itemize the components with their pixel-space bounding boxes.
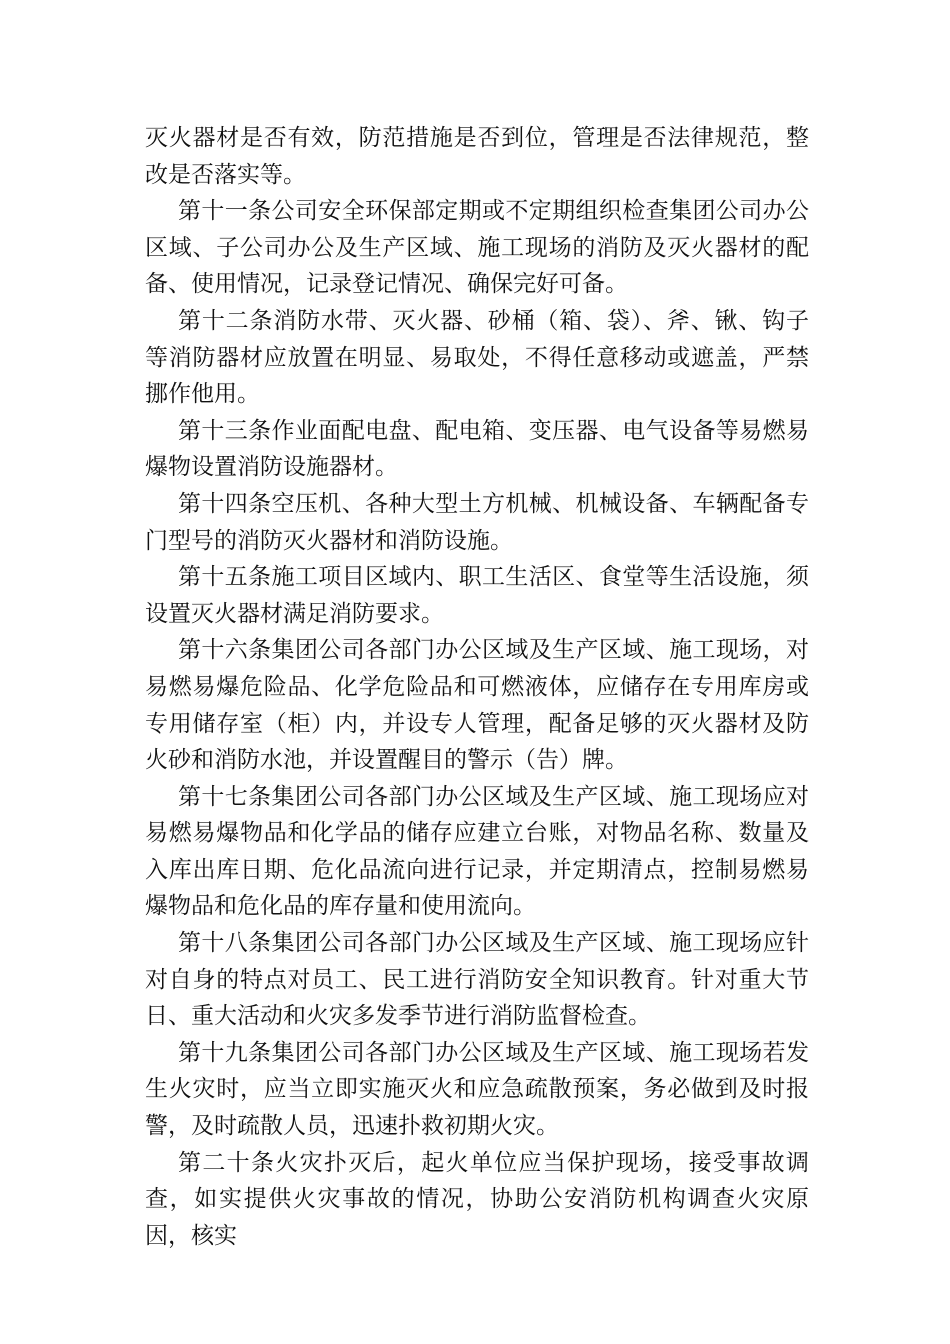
- paragraph-article-12: 第十二条消防水带、灭火器、砂桶（箱、袋）、斧、锹、钩子等消防器材应放置在明显、易取处，不得任意移动或遮盖，严禁挪作他用。: [145, 307, 809, 408]
- paragraph-article-18: 第十八条集团公司各部门办公区域及生产区域、施工现场应针对自身的特点对员工、民工进行消防安全知识教育。针对重大节日、重大活动和火灾多发季节进行消防监督检查。: [145, 930, 809, 1030]
- document-body: [145, 120, 809, 1254]
- paragraph-article-20: 第二十条火灾扑灭后，起火单位应当保护现场，接受事故调查，如实提供火灾事故的情况，协助公安消防机构调查火灾原因，核实: [145, 1149, 809, 1249]
- paragraph-continuation: 灭火器材是否有效，防范措施是否到位，管理是否法律规范，整改是否落实等。: [145, 125, 809, 188]
- paragraph-article-17: 第十七条集团公司各部门办公区域及生产区域、施工现场应对易燃易爆物品和化学品的储存应建立台账，对物品名称、数量及入库出库日期、危化品流向进行记录，并定期清点，控制易燃易爆物品和危化品的库存量和使用流向。: [145, 783, 809, 920]
- paragraph-article-15: 第十五条施工项目区域内、职工生活区、食堂等生活设施，须设置灭火器材满足消防要求。: [145, 564, 809, 627]
- paragraph-article-13: 第十三条作业面配电盘、配电箱、变压器、电气设备等易燃易爆物设置消防设施器材。: [145, 417, 809, 481]
- paragraph-article-16: 第十六条集团公司各部门办公区域及生产区域、施工现场，对易燃易爆危险品、化学危险品和可燃液体，应储存在专用库房或专用储存室（柜）内，并设专人管理，配备足够的灭火器材及防火砂和消防水池，并设置醒目的警示（告）牌。: [145, 637, 809, 774]
- paragraph-article-14: 第十四条空压机、各种大型土方机械、机械设备、车辆配备专门型号的消防灭火器材和消防设施。: [145, 490, 809, 554]
- paragraph-article-11: 第十一条公司安全环保部定期或不定期组织检查集团公司办公区域、子公司办公及生产区域、施工现场的消防及灭火器材的配备、使用情况，记录登记情况、确保完好可备。: [145, 198, 809, 298]
- paragraph-article-19: 第十九条集团公司各部门办公区域及生产区域、施工现场若发生火灾时，应当立即实施灭火和应急疏散预案，务必做到及时报警，及时疏散人员，迅速扑救初期火灾。: [145, 1039, 809, 1140]
